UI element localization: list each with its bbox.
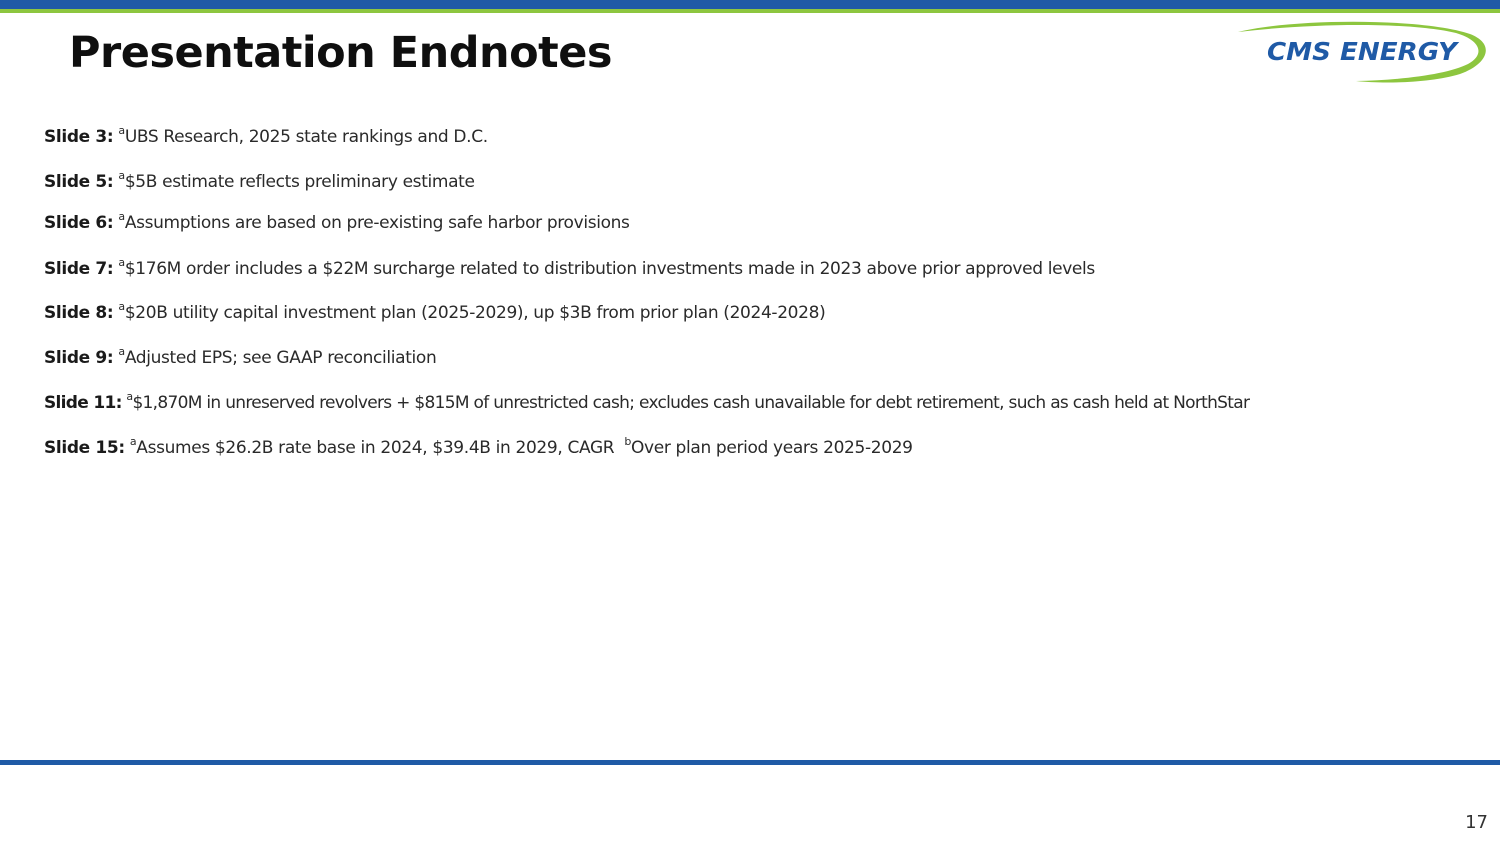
endnote-text: Assumptions are based on pre-existing safe harbor provisions bbox=[124, 213, 630, 233]
endnote-slide-9 bbox=[44, 347, 436, 369]
page-number: 17 bbox=[1465, 812, 1488, 833]
endnote-slide-5 bbox=[44, 171, 475, 193]
slide-label: Slide 15: bbox=[44, 438, 125, 458]
footnote-marker-b: b bbox=[624, 435, 632, 449]
footnote-marker: a bbox=[118, 300, 125, 314]
slide-label: Slide 7: bbox=[44, 259, 114, 279]
footnote-marker: a bbox=[118, 345, 125, 359]
logo-wordmark: CMS ENERGY bbox=[1267, 37, 1461, 66]
endnote-slide-3 bbox=[44, 126, 488, 148]
endnote-text: $1,870M in unreserved revolvers + $815M of unrestricted cash; excludes cash unavailable for debt retirement, such as cash held at NorthStar bbox=[132, 393, 1250, 413]
footnote-marker: a bbox=[126, 390, 133, 404]
cms-energy-logo bbox=[1234, 20, 1488, 84]
bottom-accent-bar bbox=[0, 760, 1500, 765]
endnote-slide-7 bbox=[44, 258, 1095, 280]
footnote-marker: a bbox=[118, 169, 125, 183]
top-accent-bar-green bbox=[0, 9, 1500, 13]
footnote-marker: a bbox=[118, 210, 125, 224]
footnote-marker: a bbox=[118, 124, 125, 138]
endnote-text: UBS Research, 2025 state rankings and D.C. bbox=[124, 127, 488, 147]
endnote-text: $176M order includes a $22M surcharge related to distribution investments made in 2023 above prior approved levels bbox=[124, 259, 1095, 279]
endnote-slide-15 bbox=[44, 437, 913, 459]
endnote-text: $20B utility capital investment plan (2025-2029), up $3B from prior plan (2024-2028) bbox=[124, 303, 826, 323]
endnote-text-b: Over plan period years 2025-2029 bbox=[631, 438, 913, 458]
slide-label: Slide 6: bbox=[44, 213, 114, 233]
endnote-slide-11 bbox=[44, 392, 1249, 414]
endnote-text: Adjusted EPS; see GAAP reconciliation bbox=[124, 348, 437, 368]
page-title: Presentation Endnotes bbox=[69, 28, 612, 78]
endnote-text: $5B estimate reflects preliminary estimate bbox=[124, 172, 475, 192]
slide-label: Slide 11: bbox=[44, 393, 122, 413]
slide-label: Slide 9: bbox=[44, 348, 114, 368]
footnote-marker: a bbox=[118, 256, 125, 270]
top-accent-bar-blue bbox=[0, 0, 1500, 9]
slide-label: Slide 8: bbox=[44, 303, 114, 323]
footnote-marker: a bbox=[129, 435, 137, 449]
slide-label: Slide 5: bbox=[44, 172, 114, 192]
endnote-slide-8 bbox=[44, 302, 825, 324]
endnote-text: Assumes $26.2B rate base in 2024, $39.4B in 2029, CAGR bbox=[136, 438, 615, 458]
slide-label: Slide 3: bbox=[44, 127, 114, 147]
endnote-slide-6 bbox=[44, 212, 630, 234]
